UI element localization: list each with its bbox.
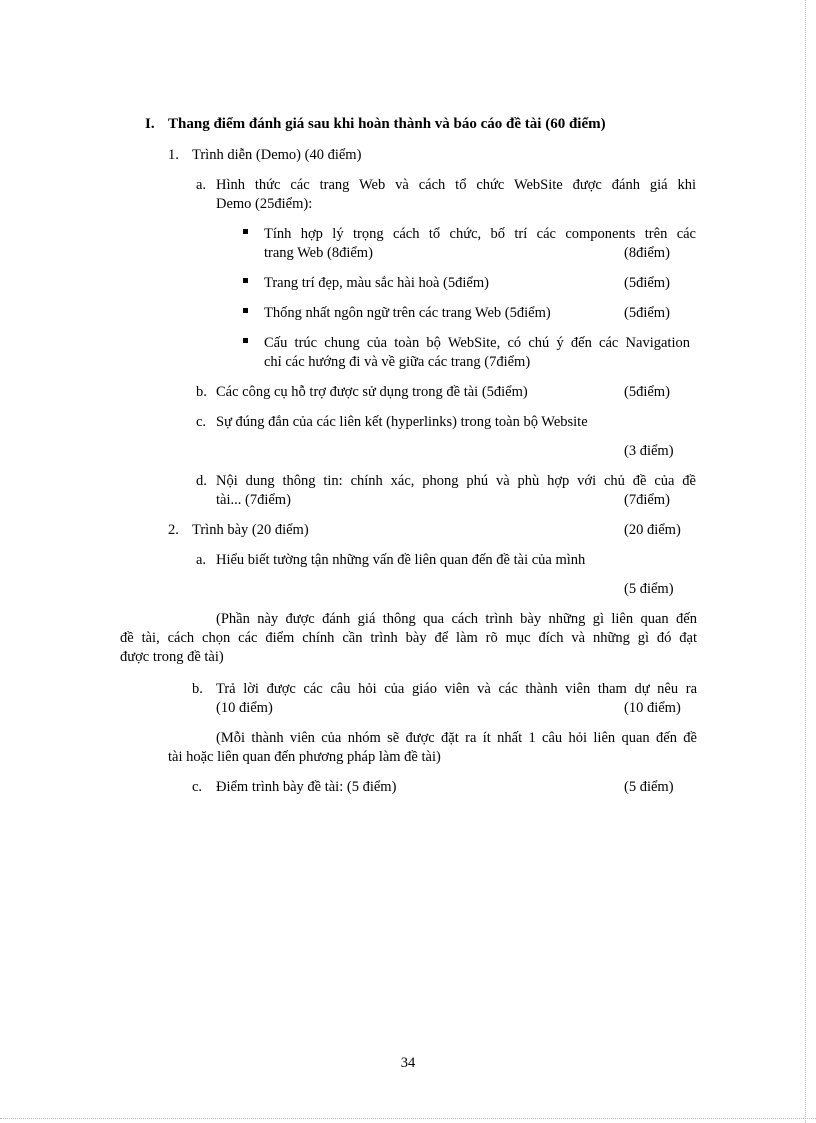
points-label: (3 điểm) — [624, 443, 674, 459]
page-border-right — [805, 0, 806, 1123]
bullet-text-continued: chỉ các hướng đi và về giữa các trang (7điểm) — [264, 354, 531, 370]
bullet-text: Tính hợp lý trọng cách tổ chức, bố trí các components trên các — [264, 226, 696, 242]
points-label: (5điểm) — [624, 275, 670, 291]
subitem-text: Hình thức các trang Web và cách tổ chức WebSite được đánh giá khi — [216, 177, 696, 193]
subitem-letter: a. — [196, 177, 207, 193]
page-border-bottom — [0, 1118, 816, 1119]
subitem-text: Trả lời được các câu hỏi của giáo viên và các thành viên tham dự nêu ra — [216, 681, 697, 697]
note-text: (Mỗi thành viên của nhóm sẽ được đặt ra ít nhất 1 câu hỏi liên quan đến đề — [216, 730, 697, 746]
subitem-text: Nội dung thông tin: chính xác, phong phú và phù hợp với chủ đề của đề — [216, 473, 696, 489]
points-label: (20 điểm) — [624, 522, 681, 538]
subitem-letter: a. — [196, 552, 207, 568]
bullet-icon — [243, 308, 248, 313]
subitem-text: Hiểu biết tường tận những vấn đề liên quan đến đề tài của mình — [216, 552, 586, 568]
bullet-text: Trang trí đẹp, màu sắc hài hoà (5điểm) — [264, 275, 489, 291]
subitem-text: Sự đúng đắn của các liên kết (hyperlinks) trong toàn bộ Website — [216, 414, 588, 430]
subitem-text-continued: tài... (7điểm) — [216, 492, 291, 508]
points-label: (8điểm) — [624, 245, 670, 261]
note-text: (Phần này được đánh giá thông qua cách trình bày những gì liên quan đến — [216, 611, 697, 627]
bullet-icon — [243, 278, 248, 283]
section-title: Thang điểm đánh giá sau khi hoàn thành và báo cáo đề tài (60 điểm) — [168, 116, 606, 132]
section-number: I. — [145, 116, 155, 132]
subitem-letter: b. — [196, 384, 207, 400]
subitem-letter: c. — [196, 414, 207, 430]
subitem-letter: d. — [196, 473, 207, 489]
subitem-letter: c. — [192, 779, 203, 795]
points-label: (5điểm) — [624, 305, 670, 321]
note-text: đề tài, cách chọn các điểm chính cần trình bày để làm rõ mục đích và những gì đó đạt — [120, 630, 697, 646]
bullet-icon — [243, 338, 248, 343]
subitem-text-continued: Demo (25điểm): — [216, 196, 313, 212]
bullet-text: Thống nhất ngôn ngữ trên các trang Web (5điểm) — [264, 305, 551, 321]
subitem-text: Điểm trình bày đề tài: (5 điểm) — [216, 779, 397, 795]
subitem-text-continued: (10 điểm) — [216, 700, 273, 716]
bullet-text-continued: trang Web (8điểm) — [264, 245, 373, 261]
item-number: 1. — [168, 147, 179, 163]
item-label: Trình bày (20 điểm) — [192, 522, 309, 538]
note-text: được trong đề tài) — [120, 649, 224, 665]
subitem-text: Các công cụ hỗ trợ được sử dụng trong đề tài (5điểm) — [216, 384, 528, 400]
note-text: tài hoặc liên quan đến phương pháp làm đề tài) — [168, 749, 441, 765]
bullet-icon — [243, 229, 248, 234]
points-label: (5 điểm) — [624, 779, 674, 795]
points-label: (5 điểm) — [624, 581, 674, 597]
item-label: Trình diễn (Demo) (40 điểm) — [192, 147, 362, 163]
item-number: 2. — [168, 522, 179, 538]
points-label: (7điểm) — [624, 492, 670, 508]
bullet-text: Cấu trúc chung của toàn bộ WebSite, có chú ý đến các Navigation — [264, 335, 690, 351]
subitem-letter: b. — [192, 681, 203, 697]
points-label: (5điểm) — [624, 384, 670, 400]
points-label: (10 điểm) — [624, 700, 681, 716]
page-number: 34 — [400, 1055, 416, 1071]
